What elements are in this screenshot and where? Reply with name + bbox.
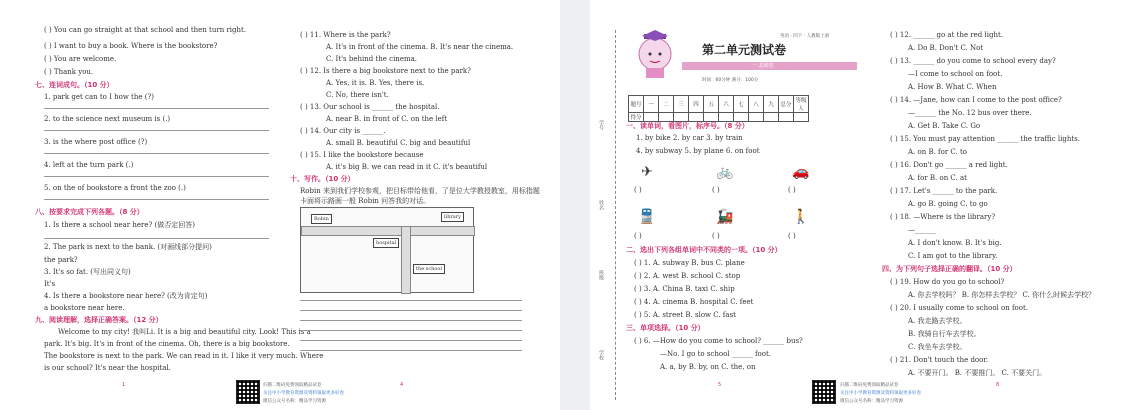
question: ( ) 6. —How do you come to school? ______ bus? [634,337,803,345]
road-horizontal [301,226,475,236]
score-table [628,95,809,122]
text-line: 3. is the where post office (?) [44,138,148,146]
option-line: A. Get B. Take C. Go [908,122,981,130]
answer-bracket: ( ) [788,186,796,194]
question: ( ) 13. ______ do you come to school every day? [890,57,1056,65]
footer-text: 关注中小学教育资源及资料领取更多好卷 [263,391,344,396]
text-line: Welcome to my city! 我叫Li. It is a big and beautiful city. Look! This is a [58,328,311,336]
text-line: a bookstore near here. [44,304,125,312]
option-line: A. for B. on C. at [908,174,967,182]
text-line: 1. by bike 2. by car 3. by train [636,134,743,142]
car-icon: 🚗 [792,164,810,180]
left-exam-sheet [0,0,560,410]
option-line: A. near B. in front of C. on the left [326,115,448,123]
text-line: 4. left at the turn park (.) [44,161,134,169]
text-line: 1. park get can to I how the (?) [44,93,154,101]
train-icon: 🚆 [638,209,656,225]
text-line: ( ) I want to buy a book. Where is the bookstore? [44,42,218,50]
option-line: A. on B. for C. to [908,148,968,156]
side-label: 学校 [598,350,604,360]
option-line: A. Yes, it is. B. Yes, there is. [326,79,425,87]
text-line: —______ [908,226,936,234]
section-title: 三、单项选择。（10 分） [626,324,705,332]
header-tag: 英语 · 四下 · 人教版上册 [780,34,830,39]
answer-line [44,153,269,154]
score-header: 五 [704,96,719,113]
text-line: 卡面将示路画一般 Robin 问答我的对话。 [300,197,431,205]
page-number: 1 [122,382,126,388]
side-label: 班级 [598,270,604,280]
section-title: 二、选出下列各组单词中不同类的一项。（10 分） [626,246,782,254]
option-line: A. 不要开门。 B. 不要推门。 C. 不要关门。 [908,369,1047,377]
text-line: 2. The park is next to the bank. (对画线部分提问) [44,243,212,251]
question: ( ) 17. Let's ______ to the park. [890,187,998,195]
page-number: 4 [400,382,404,388]
question: ( ) 12. Is there a big bookstore next to the park? [300,67,471,75]
side-label: 学号 [598,120,604,130]
answer-line [44,130,269,131]
score-header: 八 [749,96,764,113]
option-line: A. 我走路去学校。 [908,317,967,325]
option-line: A. It's in front of the cinema. B. It's near the cinema. [326,43,514,51]
footer-text: 关注中小学教育资源及资料领取更多好卷 [840,391,921,396]
score-header: 题号 [629,96,644,113]
answer-line [44,238,269,239]
footer-text: 扫描二维码免费领取精品试卷 [263,383,322,388]
map-label-library: the school [413,264,445,274]
question: ( ) 2. A. west B. school C. stop [634,272,741,280]
option-line: C. I am got to the library. [908,252,998,260]
footer-text: 微信公众号名称：精品学习资源 [263,399,326,404]
option-line: C. It's behind the cinema. [326,55,417,63]
answer-line [44,199,269,200]
footer-text: 扫描二维码免费领取精品试卷 [840,383,899,388]
section-title: 八、按要求完成下列各题。（8 分） [35,208,144,216]
score-row-label: 得分 [629,113,644,122]
text-line: 5. on the of bookstore a front the zoo (.) [44,184,186,192]
plane-icon: ✈ [641,164,653,180]
option-line: A. How B. What C. When [908,83,997,91]
question: ( ) 15. I like the bookstore because [300,151,424,159]
text-line: the park? [44,256,78,264]
text-line: It's [44,280,56,288]
text-line: park. It's big. It's in front of the cinema. Oh, there is a big bookstore. [44,340,290,348]
map-label-hospital: hospital [373,238,399,248]
question: ( ) 14. —Jane, how can I come to the post office? [890,96,1062,104]
question: ( ) 18. —Where is the library? [890,213,996,221]
question: ( ) 16. Don't go ______ a red light. [890,161,1008,169]
qr-code-icon [812,380,836,404]
text-line: The bookstore is next to the park. We can read in it. I like it very much. Where [44,352,324,360]
question: ( ) 19. How do you go to school? [890,278,1005,286]
answer-bracket: ( ) [788,232,796,240]
question: ( ) 5. A. street B. slow C. fast [634,311,736,319]
subtitle-band [682,62,857,70]
text-line: Robin 来到我们学校参观，把目标带给他看，了是位大学教授教室，用标指题 [300,187,540,195]
score-header: 四 [689,96,704,113]
question: ( ) 14. Our city is ______. [300,127,386,135]
binding-line [615,30,616,400]
section-title: 九、阅读理解，选择正确答案。（12 分） [35,316,163,324]
side-label: 姓名 [598,200,604,210]
map-label-robin: Robin [311,214,332,224]
subtitle: 一 基础卷 [752,63,774,69]
writing-line [300,350,522,351]
question: ( ) 21. Don't touch the door. [890,356,989,364]
text-line: 2. to the science next museum is (.) [44,115,171,123]
mascot-girl-icon [634,30,676,78]
text-line: 4. Is there a bookstore near here? (改为肯定句) [44,292,208,300]
answer-line [44,176,269,177]
score-header: 二 [659,96,674,113]
option-line: A. small B. beautiful C. big and beautiful [326,139,471,147]
question: ( ) 4. A. cinema B. hospital C. feet [634,298,754,306]
qr-code-icon [236,380,260,404]
answer-bracket: ( ) [712,232,720,240]
option-line: A. go B. going C. to go [908,200,988,208]
page-number: 8 [996,382,1000,388]
text-line: ( ) You are welcome. [44,55,117,63]
answer-bracket: ( ) [712,186,720,194]
exam-meta: 时间：60分钟 满分：100分 [702,78,759,83]
text-line: —______ the No. 12 bus over there. [908,109,1032,117]
page-number: 5 [718,382,722,388]
text-line: ( ) You can go straight at that school and then turn right. [44,26,247,34]
score-header: 七 [734,96,749,113]
page-title: 第二单元测试卷 [702,43,787,57]
question: ( ) 12. ______ go at the red light. [890,31,1004,39]
writing-line [300,340,522,341]
writing-line [300,300,522,301]
score-header: 总分 [779,96,794,113]
section-title: 十、写作。（10 分） [290,175,355,183]
text-line: is our school? It's near the hospital. [44,364,171,372]
score-header: 六 [719,96,734,113]
question: ( ) 3. A. China B. taxi C. ship [634,285,735,293]
subway-icon: 🚂 [716,209,734,225]
option-line: C. 我坐车去学校。 [908,343,967,351]
writing-line [300,310,522,311]
bike-icon: 🚲 [716,164,734,180]
answer-bracket: ( ) [634,232,642,240]
road-vertical [401,226,411,294]
question: ( ) 1. A. subway B. bus C. plane [634,259,745,267]
text-line: —I come to school on foot. [908,70,1003,78]
score-header: 等级人 [794,96,809,113]
text-line: —No. I go to school ______ foot. [660,350,772,358]
option-line: A. 你去学校吗？ B. 你怎样去学校？ C. 你什么时候去学校？ [908,291,1096,299]
text-line: 4. by subway 5. by plane 6. on foot [636,147,760,155]
option-line: B. 我骑自行车去学校。 [908,330,981,338]
walking-icon: 🚶 [792,209,810,225]
score-header: 三 [674,96,689,113]
street-map [300,207,474,293]
question: ( ) 15. You must pay attention ______ the traffic lights. [890,135,1080,143]
question: ( ) 11. Where is the park? [300,31,391,39]
text-line: ( ) Thank you. [44,68,94,76]
section-title: 四、为下列句子选择正确的翻译。（10 分） [882,265,1017,273]
answer-bracket: ( ) [634,186,642,194]
option-line: A. Do B. Don't C. Not [908,44,984,52]
footer-text: 微信公众号名称：精品学习资源 [840,399,903,404]
answer-line [44,108,269,109]
option-line: A. it's big B. we can read in it C. it's beautiful [326,163,488,171]
option-line: A. a, by B. by, on C. the, on [660,363,756,371]
section-title: 七、连词成句。（10 分） [35,81,114,89]
question: ( ) 13. Our school is ______ the hospital. [300,103,440,111]
score-header: 一 [644,96,659,113]
map-label-school: library [441,212,464,222]
question: ( ) 20. I usually come to school on foot. [890,304,1029,312]
section-title: 一、读单词，看图片，标序号。（8 分） [626,122,749,130]
option-line: A. I don't know. B. It's big. [908,239,1002,247]
score-header: 九 [764,96,779,113]
writing-line [300,320,522,321]
writing-line [300,330,522,331]
option-line: C. No, there isn't. [326,91,389,99]
text-line: 1. Is there a school near here? (做否定回答) [44,221,195,229]
right-exam-sheet [590,0,1136,410]
text-line: 3. It's so fat. (写出同义句) [44,268,131,276]
